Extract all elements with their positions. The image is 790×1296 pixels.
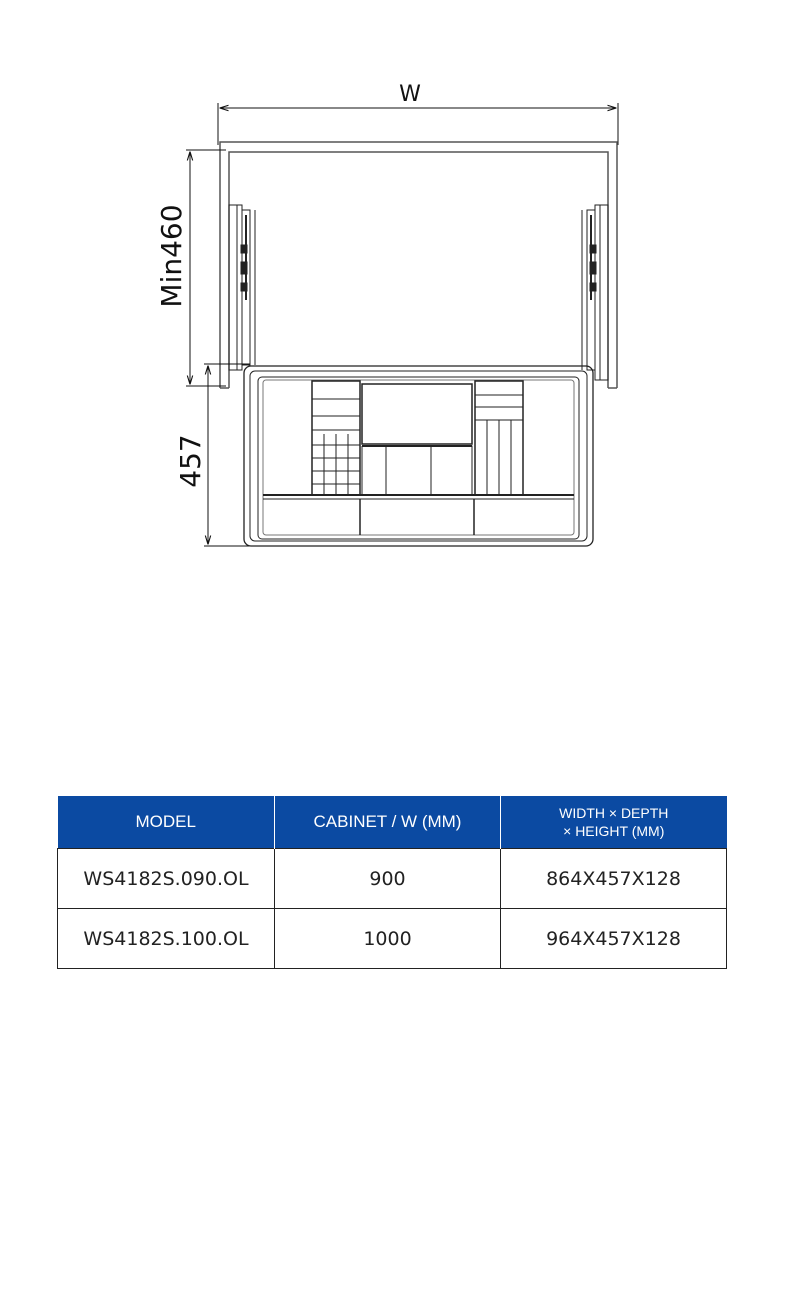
cell-model: WS4182S.090.OL xyxy=(58,849,275,909)
cabinet-depth-label: Min460 xyxy=(155,204,188,308)
cabinet-depth-dimension xyxy=(155,150,226,386)
header-size xyxy=(501,796,727,849)
left-runner xyxy=(229,205,255,370)
header-model: MODEL xyxy=(58,796,275,849)
table-header-row xyxy=(58,796,727,849)
cell-size: 864X457X128 xyxy=(501,849,727,909)
header-cabinet: CABINET / W (MM) xyxy=(275,796,501,849)
header-size-line2: × HEIGHT (MM) xyxy=(563,823,665,839)
drawer-basket xyxy=(244,366,593,546)
cell-cabinet: 1000 xyxy=(275,909,501,969)
drawer-depth-dimension xyxy=(174,364,250,546)
cell-cabinet: 900 xyxy=(275,849,501,909)
width-label: W xyxy=(399,82,421,107)
table-row xyxy=(58,909,727,969)
drawer-depth-label: 457 xyxy=(174,434,207,488)
right-runner xyxy=(582,205,608,380)
technical-drawing xyxy=(0,0,790,600)
cabinet-outline xyxy=(220,142,617,388)
cell-model: WS4182S.100.OL xyxy=(58,909,275,969)
width-dimension xyxy=(218,82,618,145)
header-size-line1: WIDTH × DEPTH xyxy=(559,805,669,821)
table-row xyxy=(58,849,727,909)
cell-size: 964X457X128 xyxy=(501,909,727,969)
spec-table xyxy=(57,796,727,969)
